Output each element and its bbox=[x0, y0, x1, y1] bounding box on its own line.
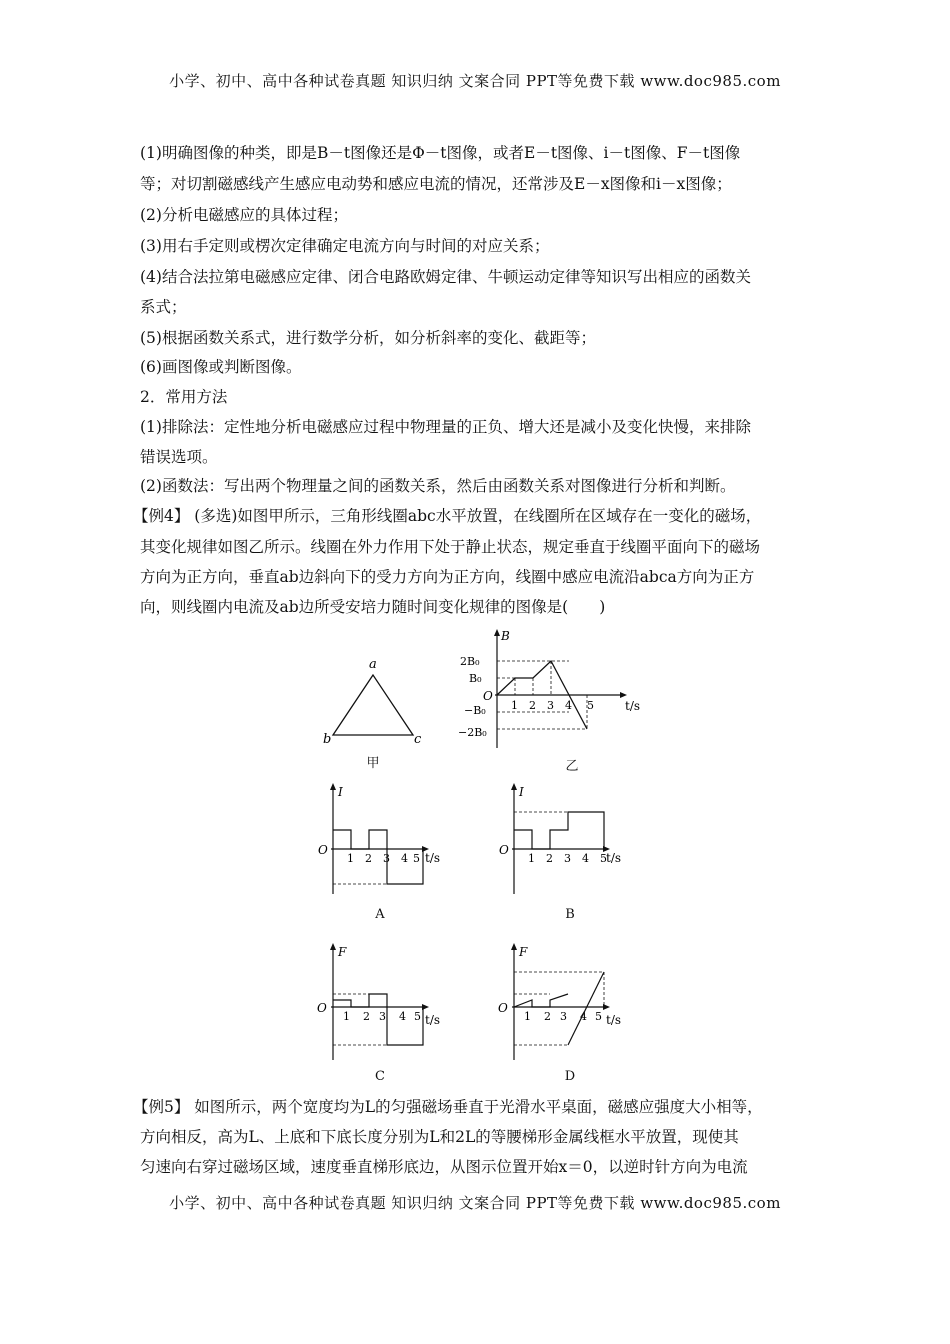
tick-neg-2b0: −2B₀ bbox=[458, 726, 487, 739]
text-line: 其变化规律如图乙所示。线圈在外力作用下处于静止状态，规定垂直于线圈平面向下的磁场 bbox=[140, 538, 761, 556]
text-line: (3)用右手定则或楞次定律确定电流方向与时间的对应关系； bbox=[140, 237, 550, 255]
text-line: 方向为正方向，垂直ab边斜向下的受力方向为正方向，线圈中感应电流沿abca方向为正方 bbox=[140, 568, 755, 586]
tick-neg-b0: −B₀ bbox=[464, 704, 486, 717]
text-line: 等；对切割磁感线产生感应电动势和感应电流的情况，还常涉及E－x图像和i－x图像； bbox=[140, 175, 732, 193]
text-line: 方向相反，高为L、上底和下底长度分别为L和2L的等腰梯形金属线框水平放置，现使其 bbox=[140, 1128, 739, 1146]
text-line: (4)结合法拉第电磁感应定律、闭合电路欧姆定律、牛顿运动定律等知识写出相应的函数关 bbox=[140, 268, 751, 286]
y-axis-label: B bbox=[501, 629, 510, 643]
text-line: 系式； bbox=[140, 298, 187, 316]
caption-b: B bbox=[565, 907, 575, 922]
example-5-line: 【例5】 如图所示，两个宽度均为L的匀强磁场垂直于光滑水平桌面，磁感应强度大小相等， bbox=[133, 1098, 763, 1116]
caption-a: A bbox=[375, 907, 385, 922]
caption-yi: 乙 bbox=[565, 759, 579, 774]
tick-2b0: 2B₀ bbox=[460, 655, 480, 668]
force-curve-ramp bbox=[568, 972, 604, 1045]
origin-label: O bbox=[318, 843, 328, 857]
tick-4: 4 bbox=[580, 1010, 587, 1023]
text-line: (5)根据函数关系式，进行数学分析，如分析斜率的变化、截距等； bbox=[140, 329, 596, 347]
tick-3: 3 bbox=[379, 1010, 386, 1023]
text-line: 匀速向右穿过磁场区域，速度垂直梯形底边，从图示位置开始x＝0，以逆时针方向为电流 bbox=[140, 1158, 748, 1176]
x-axis-label: t/s bbox=[606, 851, 622, 865]
bt-graph bbox=[455, 628, 655, 756]
tick-3: 3 bbox=[560, 1010, 567, 1023]
page-footer: 小学、初中、高中各种试卷真题 知识归纳 文案合同 PPT等免费下载 www.doc985.com bbox=[169, 1194, 781, 1212]
tick-5: 5 bbox=[587, 699, 594, 712]
triangle-shape bbox=[333, 675, 413, 735]
tick-b0: B₀ bbox=[469, 672, 482, 685]
section-heading: 2．常用方法 bbox=[140, 388, 228, 406]
option-a-graph bbox=[313, 782, 443, 897]
y-axis-label: I bbox=[519, 785, 524, 799]
origin-label: O bbox=[317, 1001, 327, 1015]
y-axis-arrow bbox=[494, 629, 500, 636]
tick-5: 5 bbox=[414, 1010, 421, 1023]
tick-1: 1 bbox=[524, 1010, 531, 1023]
caption-c: C bbox=[375, 1069, 385, 1084]
text-line: (2)分析电磁感应的具体过程； bbox=[140, 206, 348, 224]
tick-4: 4 bbox=[582, 852, 589, 865]
tick-1: 1 bbox=[347, 852, 354, 865]
origin-label: O bbox=[498, 1001, 508, 1015]
tick-5: 5 bbox=[413, 852, 420, 865]
tick-4: 4 bbox=[565, 699, 572, 712]
text-line: 向，则线圈内电流及ab边所受安培力随时间变化规律的图像是( ) bbox=[140, 598, 606, 616]
tick-1: 1 bbox=[511, 699, 518, 712]
text-line: (2)函数法：写出两个物理量之间的函数关系，然后由函数关系对图像进行分析和判断。 bbox=[140, 477, 736, 495]
current-curve bbox=[514, 812, 604, 849]
triangle-figure bbox=[318, 655, 428, 745]
x-axis-label: t/s bbox=[625, 699, 641, 713]
vertex-c-label: c bbox=[414, 732, 422, 745]
tick-1: 1 bbox=[343, 1010, 350, 1023]
tick-5: 5 bbox=[595, 1010, 602, 1023]
tick-3: 3 bbox=[547, 699, 554, 712]
x-axis-label: t/s bbox=[425, 851, 441, 865]
option-c-graph bbox=[313, 942, 443, 1062]
text-line: 错误选项。 bbox=[140, 448, 218, 466]
vertex-b-label: b bbox=[323, 732, 332, 745]
example-4-line: 【例4】 (多选)如图甲所示，三角形线圈abc水平放置，在线圈所在区域存在一变化的磁场， bbox=[133, 507, 762, 525]
x-axis-label: t/s bbox=[606, 1013, 622, 1027]
tick-2: 2 bbox=[365, 852, 372, 865]
text-line: (1)排除法：定性地分析电磁感应过程中物理量的正负、增大还是减小及变化快慢，来排除 bbox=[140, 418, 751, 436]
caption-d: D bbox=[564, 1069, 576, 1084]
y-axis-label: F bbox=[519, 945, 528, 959]
y-axis-label: I bbox=[338, 785, 343, 799]
tick-3: 3 bbox=[383, 852, 390, 865]
tick-2: 2 bbox=[546, 852, 553, 865]
x-axis-label: t/s bbox=[425, 1013, 441, 1027]
origin-label: O bbox=[499, 843, 509, 857]
x-axis-arrow bbox=[620, 692, 627, 698]
tick-3: 3 bbox=[564, 852, 571, 865]
tick-2: 2 bbox=[544, 1010, 551, 1023]
y-axis-label: F bbox=[338, 945, 347, 959]
page-header: 小学、初中、高中各种试卷真题 知识归纳 文案合同 PPT等免费下载 www.doc985.com bbox=[169, 72, 781, 90]
tick-2: 2 bbox=[529, 699, 536, 712]
tick-5: 5 bbox=[600, 852, 607, 865]
option-b-graph bbox=[494, 782, 624, 897]
origin-label: O bbox=[483, 689, 493, 703]
force-curve-rise bbox=[514, 994, 568, 1007]
caption-jia: 甲 bbox=[366, 756, 380, 771]
option-d-graph bbox=[494, 942, 624, 1062]
tick-4: 4 bbox=[399, 1010, 406, 1023]
text-line: (6)画图像或判断图像。 bbox=[140, 358, 302, 376]
text-line: (1)明确图像的种类，即是B－t图像还是Φ－t图像，或者E－t图像、i－t图像、F－t图像 bbox=[140, 144, 741, 162]
vertex-a-label: a bbox=[369, 657, 377, 672]
tick-4: 4 bbox=[401, 852, 408, 865]
tick-1: 1 bbox=[528, 852, 535, 865]
tick-2: 2 bbox=[363, 1010, 370, 1023]
